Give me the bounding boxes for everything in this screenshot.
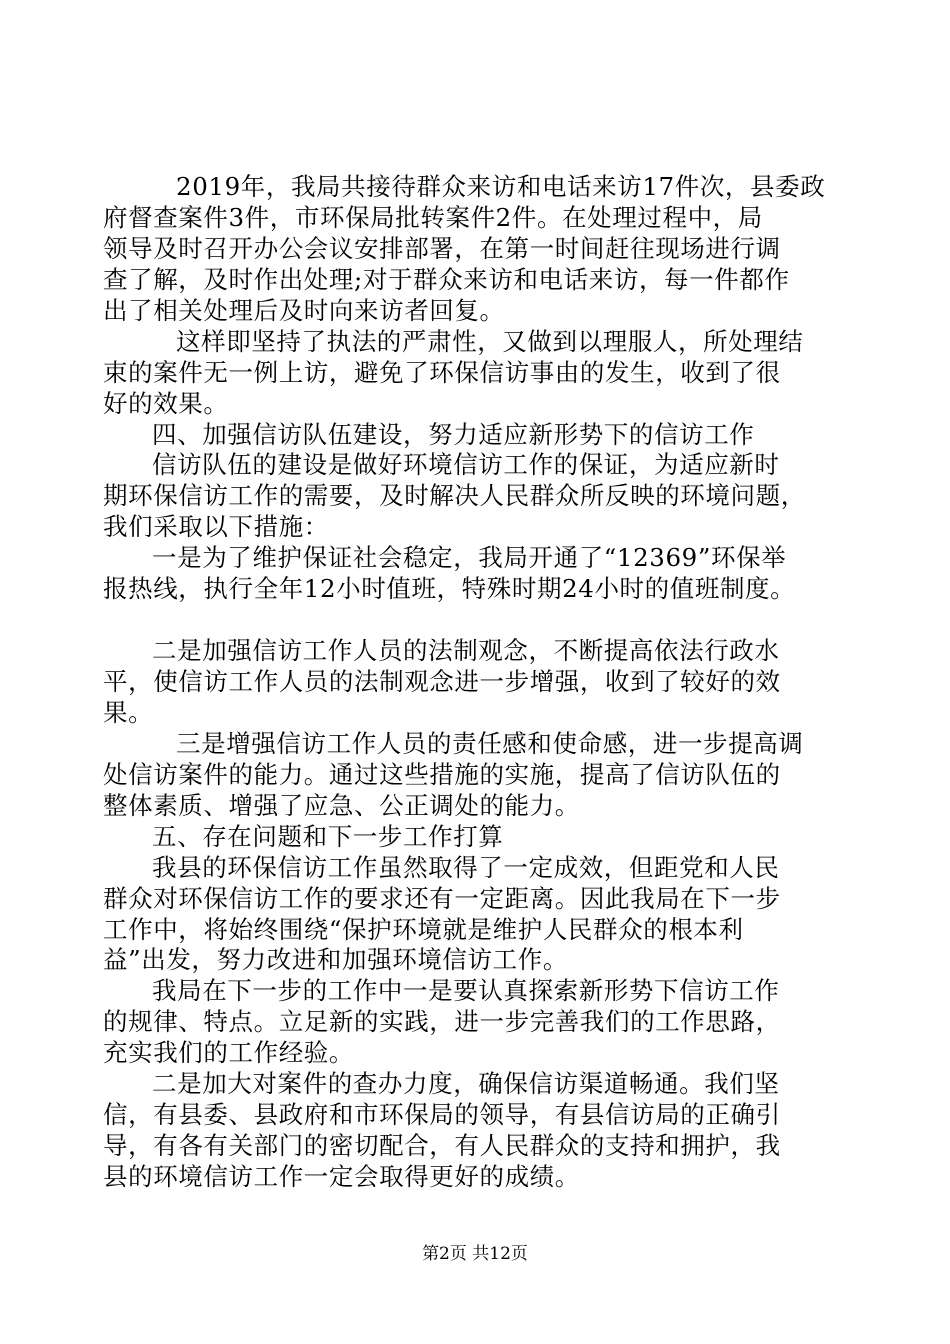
text-line: 2019年，我局共接待群众来访和电话来访17件次，县委政 [176, 172, 826, 201]
text-line: 束的案件无一例上访，避免了环保信访事由的发生，收到了很 [103, 358, 781, 387]
text-line: 益”出发，努力改进和加强环境信访工作。 [103, 945, 568, 974]
text-line: 平，使信访工作人员的法制观念进一步增强，收到了较好的效 [103, 667, 781, 696]
text-line: 出了相关处理后及时向来访者回复。 [103, 296, 505, 325]
text-line: 这样即坚持了执法的严肃性，又做到以理服人，所处理结 [176, 327, 804, 356]
text-line: 信，有县委、县政府和市环保局的领导，有县信访局的正确引 [103, 1100, 781, 1129]
text-line: 二是加强信访工作人员的法制观念，不断提高依法行政水 [152, 636, 780, 665]
text-line: 一是为了维护保证社会稳定，我局开通了“12369”环保举 [152, 543, 787, 572]
text-line: 处信访案件的能力。通过这些措施的实施，提高了信访队伍的 [103, 760, 781, 789]
text-line: 群众对环保信访工作的要求还有一定距离。因此我局在下一步 [103, 884, 781, 913]
text-line: 我们采取以下措施： [103, 512, 329, 541]
text-line: 充实我们的工作经验。 [103, 1038, 354, 1067]
text-line: 好的效果。 [103, 389, 229, 418]
text-line: 领导及时召开办公会议安排部署，在第一时间赶往现场进行调 [103, 234, 781, 263]
text-line: 我县的环保信访工作虽然取得了一定成效，但距党和人民 [152, 853, 780, 882]
text-line: 工作中，将始终围绕“保护环境就是维护人民群众的根本利 [103, 915, 744, 944]
text-line: 县的环境信访工作一定会取得更好的成绩。 [103, 1162, 580, 1191]
text-line: 导，有各有关部门的密切配合，有人民群众的支持和拥护，我 [103, 1131, 781, 1160]
text-line: 的规律、特点。立足新的实践，进一步完善我们的工作思路， [103, 1007, 781, 1036]
text-line: 查了解，及时作出处理;对于群众来访和电话来访，每一件都作 [103, 265, 790, 294]
text-line: 整体素质、增强了应急、公正调处的能力。 [103, 791, 580, 820]
text-line: 果。 [103, 698, 154, 727]
page-footer: 第2页 共12页 [422, 1244, 528, 1264]
text-line: 二是加大对案件的查办力度，确保信访渠道畅通。我们坚 [152, 1069, 780, 1098]
section-heading: 四、加强信访队伍建设，努力适应新形势下的信访工作 [152, 420, 755, 449]
text-line: 我局在下一步的工作中一是要认真探索新形势下信访工作 [152, 976, 780, 1005]
section-heading: 五、存在问题和下一步工作打算 [152, 822, 504, 851]
text-line: 三是增强信访工作人员的责任感和使命感，进一步提高调 [176, 729, 804, 758]
text-line: 报热线，执行全年12小时值班，特殊时期24小时的值班制度。 [103, 574, 796, 603]
text-line: 期环保信访工作的需要，及时解决人民群众所反映的环境问题， [103, 481, 806, 510]
text-line: 府督查案件3件，市环保局批转案件2件。在处理过程中，局 [103, 203, 763, 232]
text-line: 信访队伍的建设是做好环境信访工作的保证，为适应新时 [152, 450, 780, 479]
